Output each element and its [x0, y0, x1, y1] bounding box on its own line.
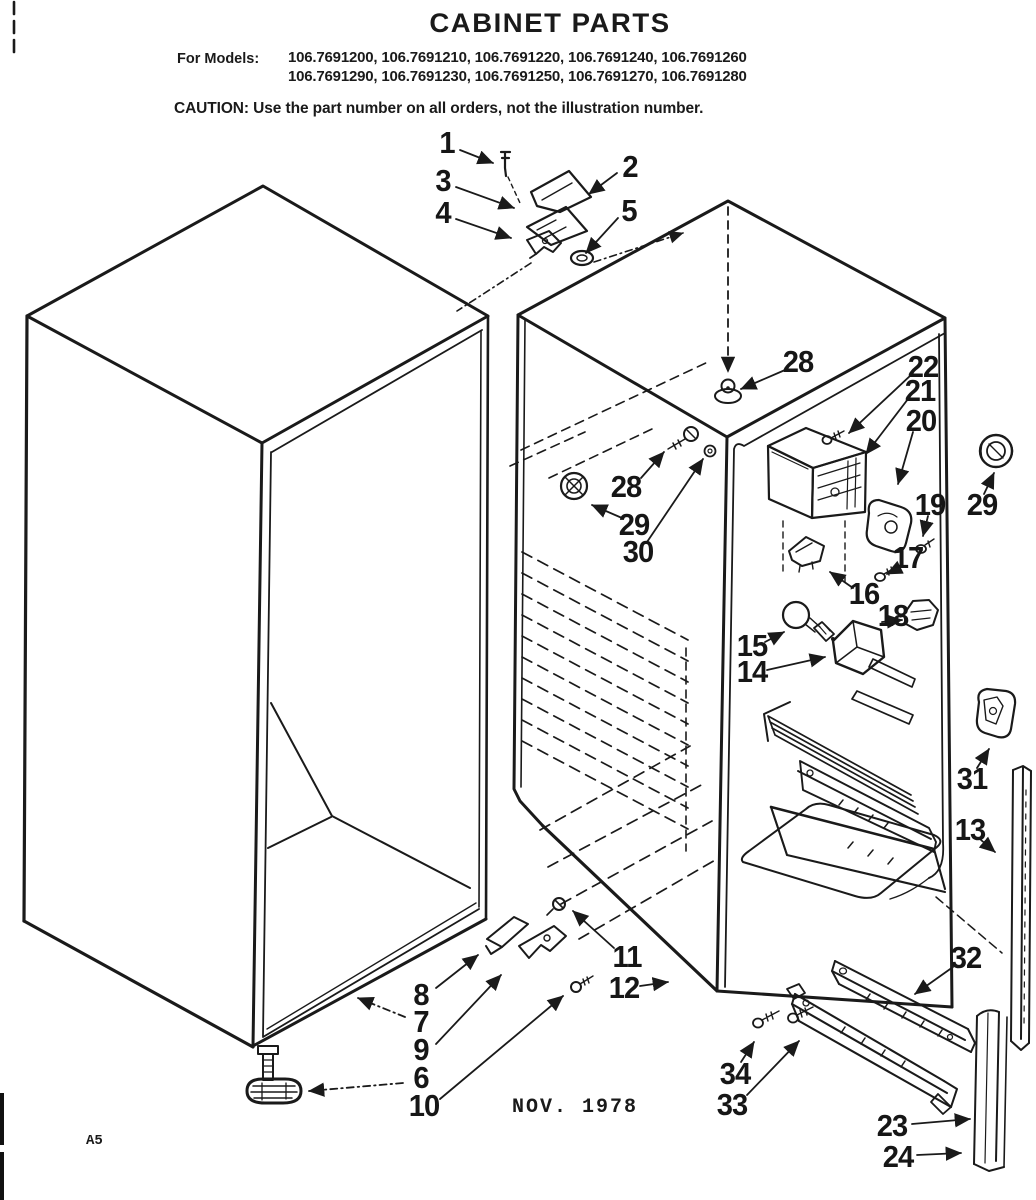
models-label: For Models: [177, 51, 260, 67]
revision-date: NOV. 1978 [512, 1096, 639, 1119]
callout-21: 21 [904, 373, 936, 408]
callout-14: 14 [736, 654, 768, 689]
callout-29-mid: 29 [618, 507, 650, 542]
callout-5: 5 [621, 193, 637, 228]
callout-17: 17 [892, 540, 924, 575]
callout-19: 19 [914, 487, 946, 522]
page-title: CABINET PARTS [429, 8, 671, 38]
callout-22: 22 [907, 349, 939, 384]
callout-30: 30 [622, 534, 654, 569]
models-line-1: 106.7691200, 106.7691210, 106.7691220, 106.7691240, 106.7691260 [288, 49, 747, 66]
models-line-2: 106.7691290, 106.7691230, 106.7691250, 106.7691270, 106.7691280 [288, 68, 747, 85]
callout-8: 8 [413, 977, 429, 1012]
callout-28-mid: 28 [610, 469, 642, 504]
callout-32: 32 [950, 940, 982, 975]
callout-13: 13 [954, 812, 986, 847]
page-code: A5 [86, 1133, 103, 1149]
callout-24: 24 [882, 1139, 914, 1174]
callout-31: 31 [956, 761, 988, 796]
callout-28-top: 28 [782, 344, 814, 379]
callout-2: 2 [622, 149, 638, 184]
callout-33: 33 [716, 1087, 748, 1122]
bottom-hinge-parts [486, 898, 593, 992]
callout-18: 18 [877, 598, 909, 633]
callout-3: 3 [435, 163, 451, 198]
callout-11: 11 [612, 939, 642, 974]
callout-10: 10 [408, 1088, 440, 1123]
callout-9: 9 [413, 1032, 429, 1067]
callout-34: 34 [719, 1056, 751, 1091]
outer-shell-drawing [24, 186, 488, 1047]
callout-6: 6 [413, 1060, 429, 1095]
callout-20: 20 [905, 403, 937, 438]
callout-4: 4 [435, 195, 451, 230]
caution-note: CAUTION: Use the part number on all orders, not the illustration number. [174, 100, 704, 117]
callout-16: 16 [848, 576, 880, 611]
callout-23: 23 [876, 1108, 908, 1143]
callout-12: 12 [608, 970, 640, 1005]
scan-artifacts [0, 2, 14, 1200]
callout-29-right: 29 [966, 487, 998, 522]
hidden-shelf-lines [522, 552, 717, 939]
callout-1: 1 [439, 125, 455, 160]
callout-15: 15 [736, 628, 768, 663]
callout-7: 7 [413, 1004, 429, 1039]
leveling-foot [247, 1046, 301, 1103]
